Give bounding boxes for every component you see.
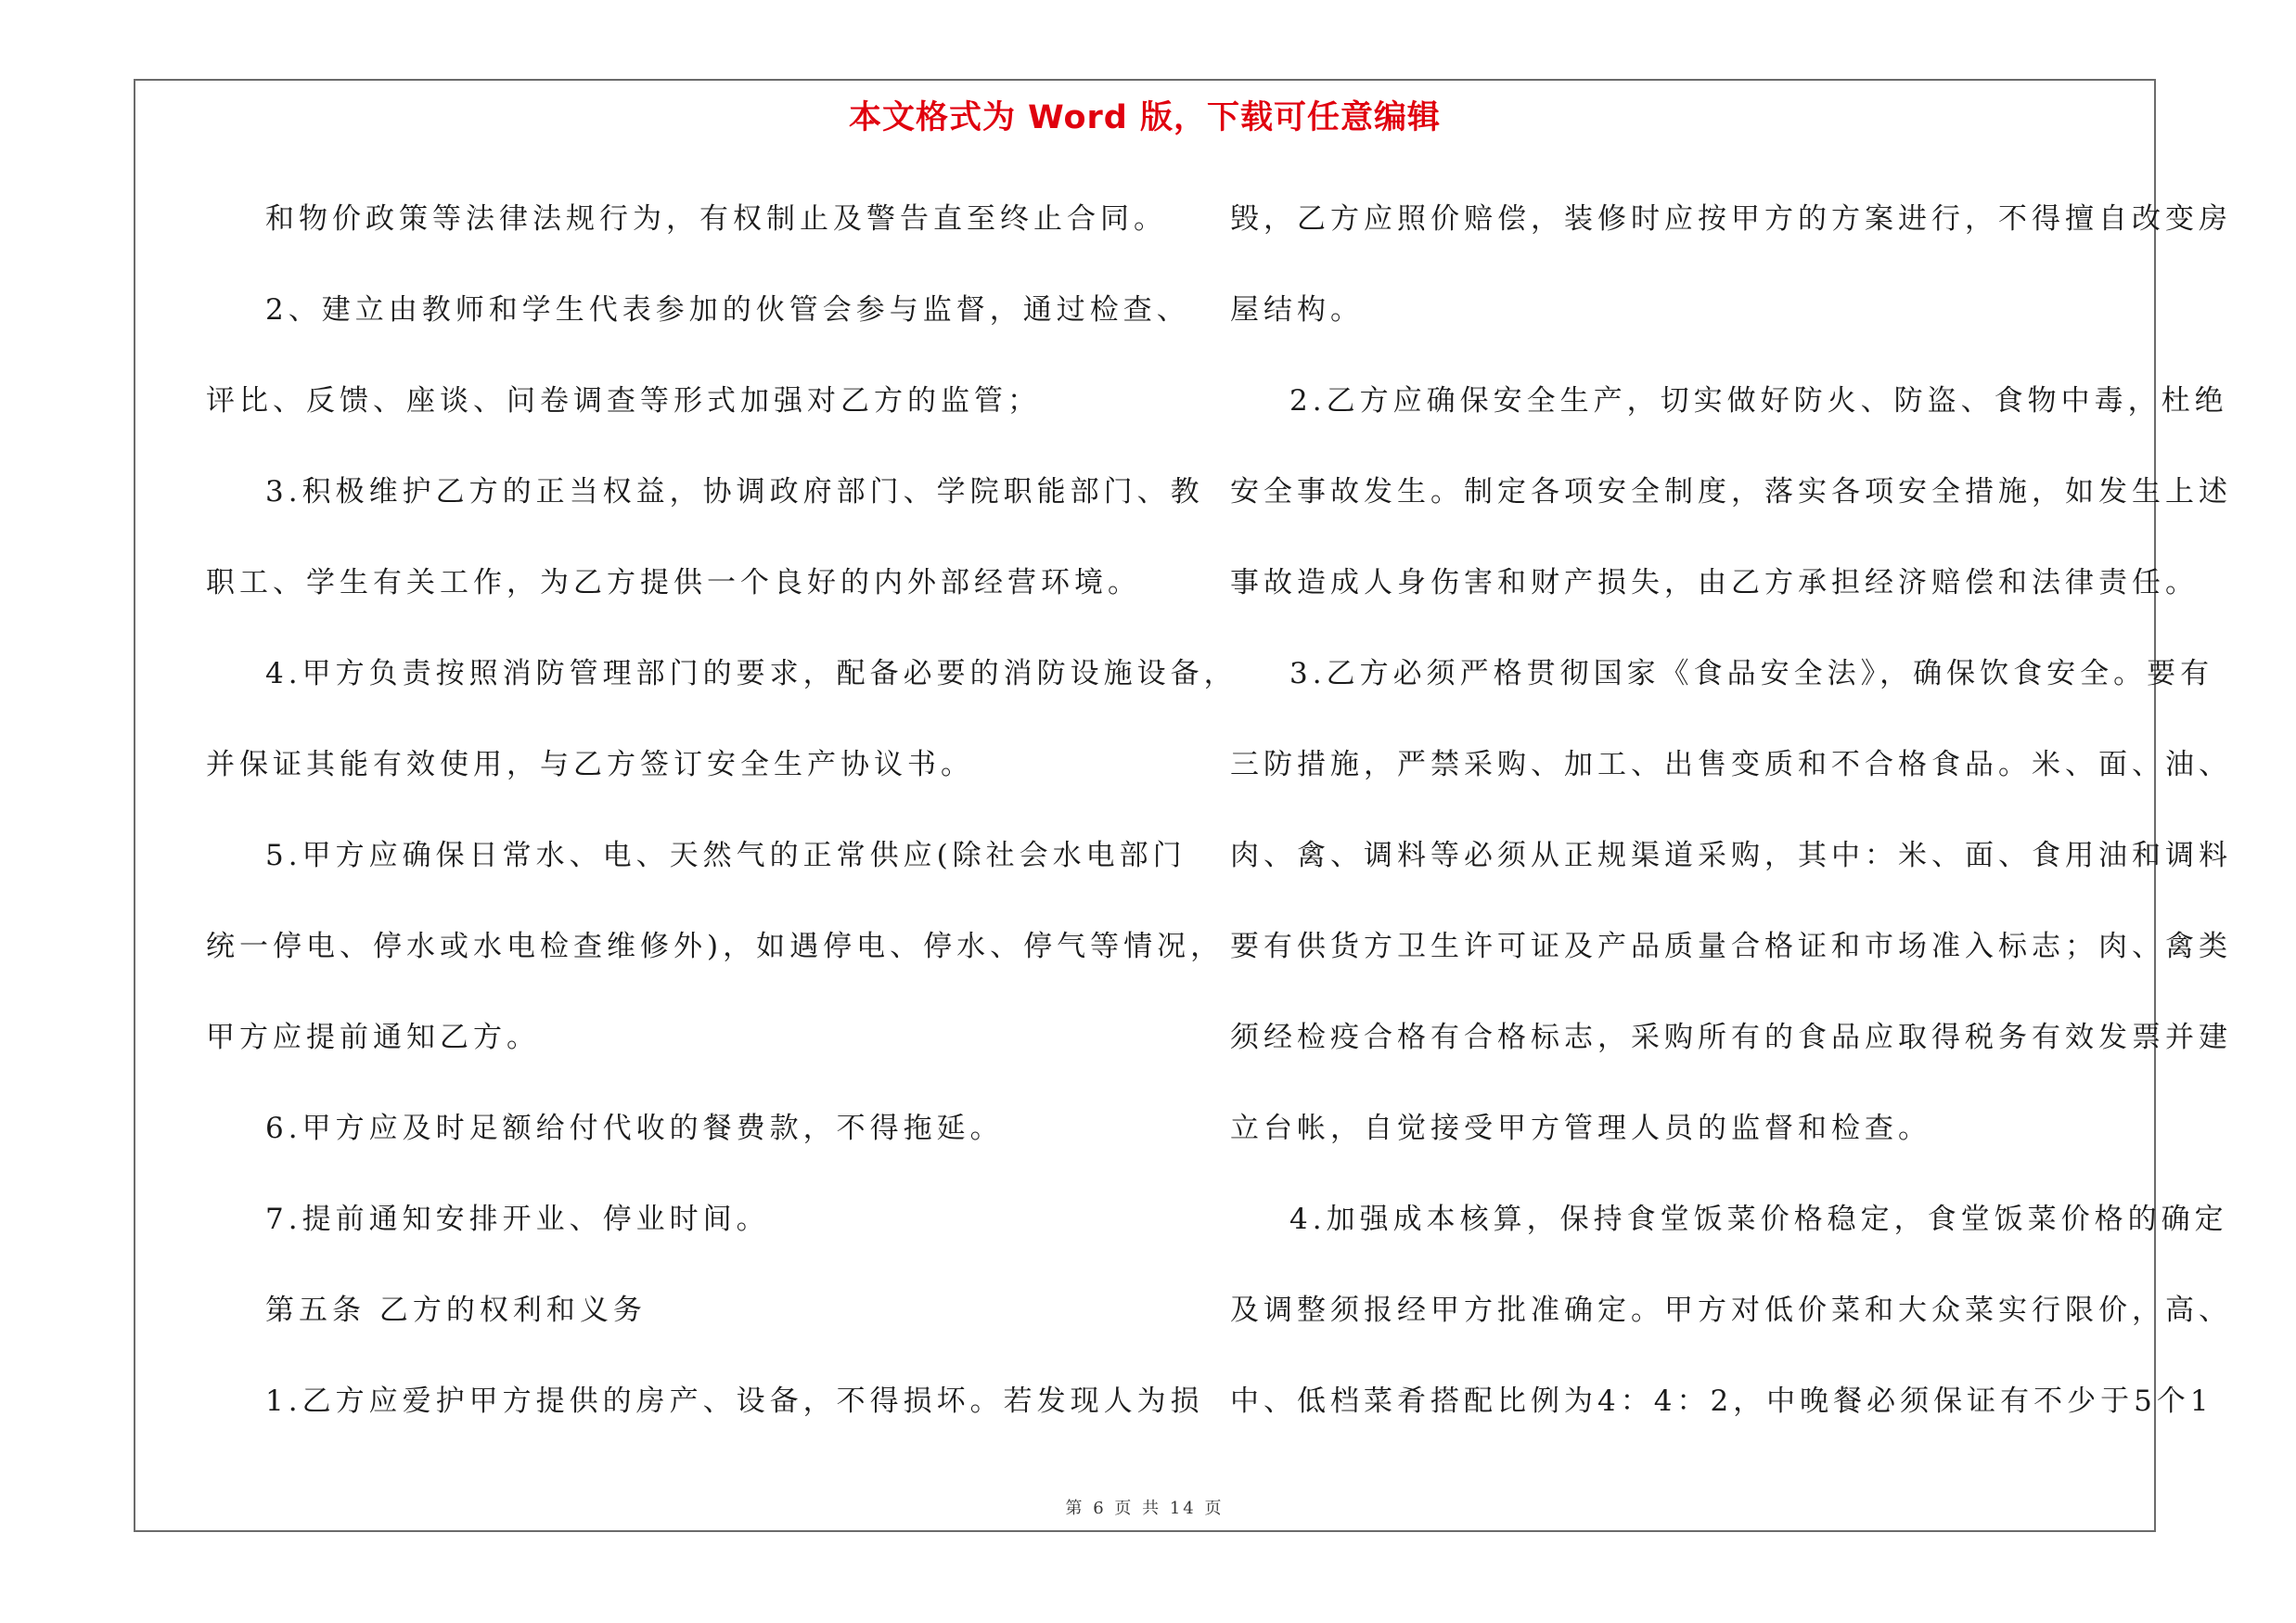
text-line: 职工、学生有关工作，为乙方提供一个良好的内外部经营环境。	[206, 566, 1141, 599]
text-line: 毁，乙方应照价赔偿，装修时应按甲方的方案进行，不得擅自改变房	[1230, 202, 2232, 236]
text-line: 肉、禽、调料等必须从正规渠道采购，其中：米、面、食用油和调料	[1230, 839, 2232, 872]
text-line: 6.甲方应及时足额给付代收的餐费款，不得拖延。	[265, 1112, 1004, 1145]
text-line: 立台帐，自觉接受甲方管理人员的监督和检查。	[1230, 1112, 1931, 1145]
text-line: 安全事故发生。制定各项安全制度，落实各项安全措施，如发生上述	[1230, 475, 2232, 509]
text-line: 5.甲方应确保日常水、电、天然气的正常供应(除社会水电部门	[265, 839, 1186, 872]
page-number-footer: 第 6 页 共 14 页	[1065, 1499, 1225, 1518]
text-line: 4.加强成本核算，保持食堂饭菜价格稳定，食堂饭菜价格的确定	[1289, 1203, 2228, 1236]
text-line: 4.甲方负责按照消防管理部门的要求，配备必要的消防设施设备，	[265, 657, 1238, 690]
text-line: 7.提前通知安排开业、停业时间。	[265, 1203, 770, 1236]
text-line: 2、建立由教师和学生代表参加的伙管会参与监督，通过检查、	[265, 293, 1190, 327]
text-line: 要有供货方卫生许可证及产品质量合格证和市场准入标志；肉、禽类	[1230, 930, 2232, 963]
text-line: 评比、反馈、座谈、问卷调查等形式加强对乙方的监管；	[206, 384, 1041, 418]
text-line: 第五条 乙方的权利和义务	[265, 1294, 647, 1327]
text-line: 甲方应提前通知乙方。	[206, 1021, 540, 1054]
text-line: 2.乙方应确保安全生产，切实做好防火、防盗、食物中毒，杜绝	[1289, 384, 2228, 418]
text-line: 和物价政策等法律法规行为，有权制止及警告直至终止合同。	[265, 202, 1167, 236]
text-line: 屋结构。	[1230, 293, 1364, 327]
text-line: 并保证其能有效使用，与乙方签订安全生产协议书。	[206, 748, 974, 781]
text-line: 及调整须报经甲方批准确定。甲方对低价菜和大众菜实行限价，高、	[1230, 1294, 2232, 1327]
text-line: 事故造成人身伤害和财产损失，由乙方承担经济赔偿和法律责任。	[1230, 566, 2199, 599]
text-line: 中、低档菜肴搭配比例为4：4：2，中晚餐必须保证有不少于5个1	[1230, 1385, 2213, 1418]
text-line: 须经检疫合格有合格标志，采购所有的食品应取得税务有效发票并建	[1230, 1021, 2232, 1054]
text-line: 三防措施，严禁采购、加工、出售变质和不合格食品。米、面、油、	[1230, 748, 2232, 781]
editable-notice-banner: 本文格式为 Word 版，下载可任意编辑	[848, 99, 1442, 136]
page-frame	[134, 79, 2232, 1532]
text-line: 统一停电、停水或水电检查维修外)，如遇停电、停水、停气等情况，	[206, 930, 1225, 963]
text-line: 3.积极维护乙方的正当权益，协调政府部门、学院职能部门、教	[265, 475, 1204, 509]
text-line: 3.乙方必须严格贯彻国家《食品安全法》，确保饮食安全。要有	[1289, 657, 2214, 690]
right-text-column	[1230, 174, 2232, 1447]
text-line: 1.乙方应爱护甲方提供的房产、设备，不得损坏。若发现人为损	[265, 1385, 1204, 1418]
left-text-column	[206, 174, 1238, 1447]
